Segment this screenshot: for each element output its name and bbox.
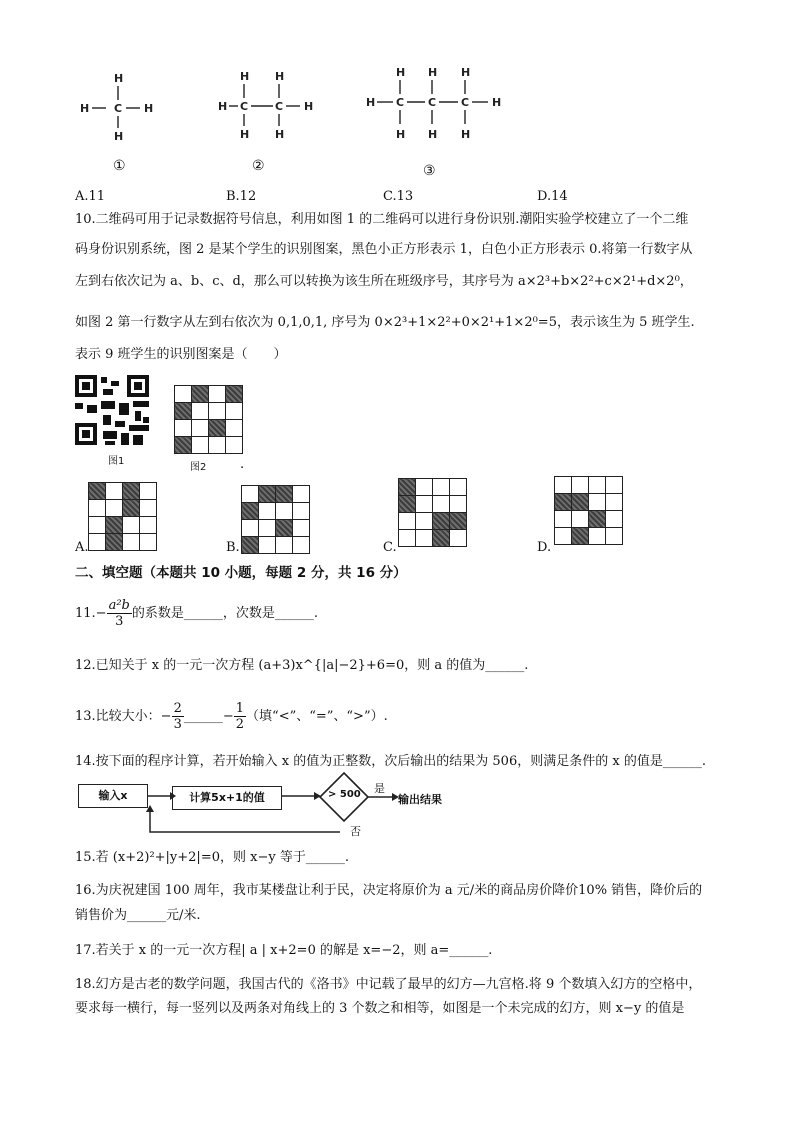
svg-text:H: H [114,72,124,85]
molecule-label-3: ③ [423,163,436,179]
option-d-grid[interactable] [554,476,623,545]
q9-option-a[interactable]: A.11 [75,189,106,204]
methane-structure [80,72,153,143]
flow-calc-box: 计算5x+1的值 [172,786,282,810]
option-b-grid[interactable] [241,485,310,554]
svg-text:H: H [275,128,285,141]
svg-text:H: H [144,102,154,115]
svg-text:C: C [275,100,284,113]
flow-condition: > 500 [328,789,361,800]
flow-no-label: 否 [350,825,361,838]
fig2-grid [174,385,243,454]
q11-denominator: 3 [115,614,124,629]
molecule-label-1: ① [113,158,126,174]
q9-option-b[interactable]: B.12 [226,189,257,204]
figure-dot: . [240,457,245,472]
fig2-caption: 图2 [190,462,207,473]
q14: 14.按下面的程序计算，若开始输入 x 的值为正整数，次后输出的结果为 506，则满足条件的 x 的值是______. [75,754,706,769]
q13 [75,700,388,734]
svg-text:H: H [240,70,250,83]
svg-text:C: C [396,96,405,109]
q18-line-2: 要求每一横行，每一竖列以及两条对角线上的 3 个数之和相等，如图是一个未完成的幻方，则 x−y 的值是 [75,1001,685,1016]
q10-line-3: 左到右依次记为 a、b、c、d，那么可以转换为该生所在班级序号，其序号为 a×2³+b×2²+c×2¹+d×2⁰， [75,274,693,289]
section-2-heading: 二、填空题（本题共 10 小题，每题 2 分，共 16 分） [75,565,407,581]
svg-text:H: H [428,66,438,79]
q10-line-5: 表示 9 班学生的识别图案是（ ） [75,347,287,362]
svg-text:H: H [366,96,376,109]
svg-text:H: H [492,96,502,109]
svg-text:H: H [461,128,471,141]
svg-text:H: H [114,130,124,143]
qr-code-figure [75,375,153,447]
svg-text:C: C [428,96,437,109]
q11-fraction [107,598,132,629]
svg-text:H: H [461,66,471,79]
q11-suffix: 的系数是______，次数是______. [131,606,319,621]
q13-numerator-2: 1 [235,701,245,716]
option-b-label[interactable]: B. [226,540,240,555]
svg-text:H: H [396,66,406,79]
q18-line-1: 18.幻方是古老的数学问题，我国古代的《洛书》中记载了最早的幻方—九宫格.将 9 个数填入幻方的空格中， [75,977,702,992]
svg-text:H: H [275,70,285,83]
svg-text:H: H [218,100,228,113]
flow-output: 输出结果 [398,793,442,806]
q12: 12.已知关于 x 的一元一次方程 (a+3)x^{|a|−2}+6=0，则 a 的值为______. [75,658,529,673]
q11-prefix: 11.− [75,606,107,621]
molecule-figures [70,60,510,185]
fig1-caption: 图1 [108,456,125,467]
svg-text:C: C [240,100,249,113]
svg-text:H: H [240,128,250,141]
flow-input-box: 输入x [78,784,148,808]
flow-yes-label: 是 [374,782,385,795]
svg-text:H: H [428,128,438,141]
q11-numerator: a²b [108,598,130,613]
q16-line-2: 销售价为______元/米. [75,908,201,923]
q10-line-2: 码身份识别系统，图 2 是某个学生的识别图案，黑色小正方形表示 1，白色小正方形表示 0.将第一行数字从 [75,242,693,257]
q10-line-1: 10.二维码可用于记录数据符号信息，利用如图 1 的二维码可以进行身份识别.潮阳实验学校建立了一个二维 [75,212,689,227]
q9-option-d[interactable]: D.14 [537,189,568,204]
molecule-label-2: ② [252,158,265,174]
svg-text:C: C [461,96,470,109]
option-a-grid[interactable] [88,482,157,551]
q16-line-1: 16.为庆祝建国 100 周年，我市某楼盘让利于民，决定将原价为 a 元/米的商品房价降价10% 销售，降价后的 [75,883,703,898]
q13-fraction-2 [234,701,246,732]
q10-line-4: 如图 2 第一行数字从左到右依次为 0,1,0,1, 序号为 0×2³+1×2²+0×2¹+1×2⁰=5，表示该生为 5 班学生. [75,315,695,330]
q13-mid: ______− [183,709,234,724]
q17: 17.若关于 x 的一元一次方程| a | x+2=0 的解是 x=−2，则 a=______. [75,943,493,958]
q13-numerator-1: 2 [173,701,182,716]
q13-denominator-1: 3 [173,717,182,732]
q13-prefix: 13.比较大小：− [75,709,172,724]
q9-option-c[interactable]: C.13 [383,189,414,204]
q15: 15.若 (x+2)²+|y+2|=0，则 x−y 等于______. [75,850,349,865]
q13-fraction-1 [172,701,184,732]
svg-text:H: H [396,128,406,141]
svg-text:C: C [114,102,123,115]
svg-text:H: H [80,102,90,115]
option-c-label[interactable]: C. [383,540,397,555]
propane-structure [366,66,501,141]
option-a-label[interactable]: A. [75,540,89,555]
svg-text:H: H [304,100,314,113]
option-c-grid[interactable] [398,478,467,547]
option-d-label[interactable]: D. [537,540,552,555]
q11 [75,597,318,631]
flow-arrows [140,772,340,840]
q13-suffix: （填“<”、“=”、“>”）. [246,709,388,724]
ethane-structure [218,70,313,141]
q13-denominator-2: 2 [235,717,245,732]
